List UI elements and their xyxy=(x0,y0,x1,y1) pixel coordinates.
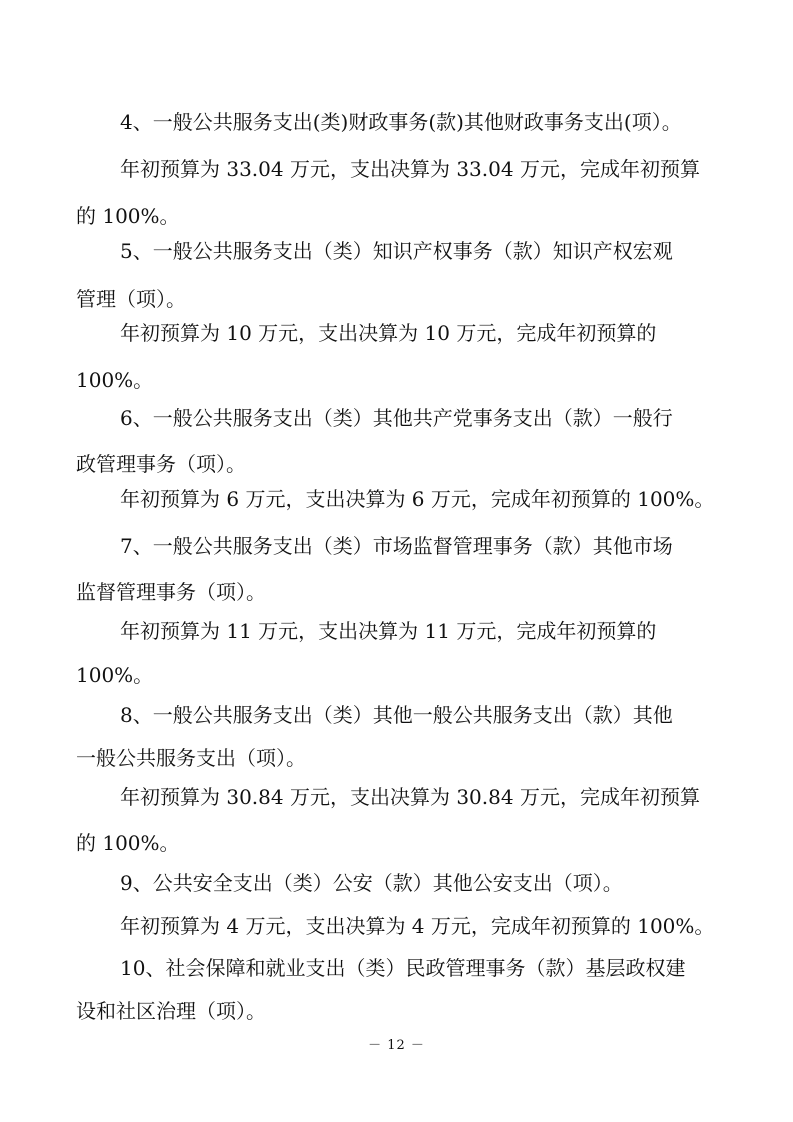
paragraph-text: 5、一般公共服务支出（类）知识产权事务（款）知识产权宏观 xyxy=(120,239,673,263)
paragraph-text: 10、社会保障和就业支出（类）民政管理事务（款）基层政权建 xyxy=(120,956,686,980)
paragraph-text: 一般公共服务支出（项）。 xyxy=(76,746,306,770)
paragraph-text: 100%。 xyxy=(76,368,154,392)
paragraph-text: 年初预算为 11 万元，支出决算为 11 万元，完成年初预算的 xyxy=(120,619,657,643)
paragraph-text: 年初预算为 30.84 万元，支出决算为 30.84 万元，完成年初预算 xyxy=(120,785,700,809)
paragraph-text: 管理（项）。 xyxy=(76,287,186,311)
paragraph-text: 监督管理事务（项）。 xyxy=(76,580,266,604)
paragraph-text: 6、一般公共服务支出（类）其他共产党事务支出（款）一般行 xyxy=(120,406,673,430)
paragraph-text: 的 100%。 xyxy=(76,204,180,228)
page-number: － 12 － xyxy=(368,1038,425,1053)
paragraph-text: 设和社区治理（项）。 xyxy=(76,999,266,1023)
paragraph-text: 7、一般公共服务支出（类）市场监督管理事务（款）其他市场 xyxy=(120,534,673,558)
paragraph-text: 100%。 xyxy=(76,663,154,687)
paragraph-text: 9、公共安全支出（类）公安（款）其他公安支出（项）。 xyxy=(120,871,623,895)
paragraph-text: 年初预算为 6 万元，支出决算为 6 万元，完成年初预算的 100%。 xyxy=(120,487,715,511)
paragraph-text: 政管理事务（项）。 xyxy=(76,452,246,476)
paragraph-text: 4、一般公共服务支出(类)财政事务(款)其他财政事务支出(项）。 xyxy=(120,110,682,134)
paragraph-text: 年初预算为 33.04 万元，支出决算为 33.04 万元，完成年初预算 xyxy=(120,157,700,181)
paragraph-text: 的 100%。 xyxy=(76,831,180,855)
paragraph-text: 年初预算为 4 万元，支出决算为 4 万元，完成年初预算的 100%。 xyxy=(120,914,715,938)
paragraph-text: 年初预算为 10 万元，支出决算为 10 万元，完成年初预算的 xyxy=(120,321,657,345)
paragraph-text: 8、一般公共服务支出（类）其他一般公共服务支出（款）其他 xyxy=(120,703,673,727)
